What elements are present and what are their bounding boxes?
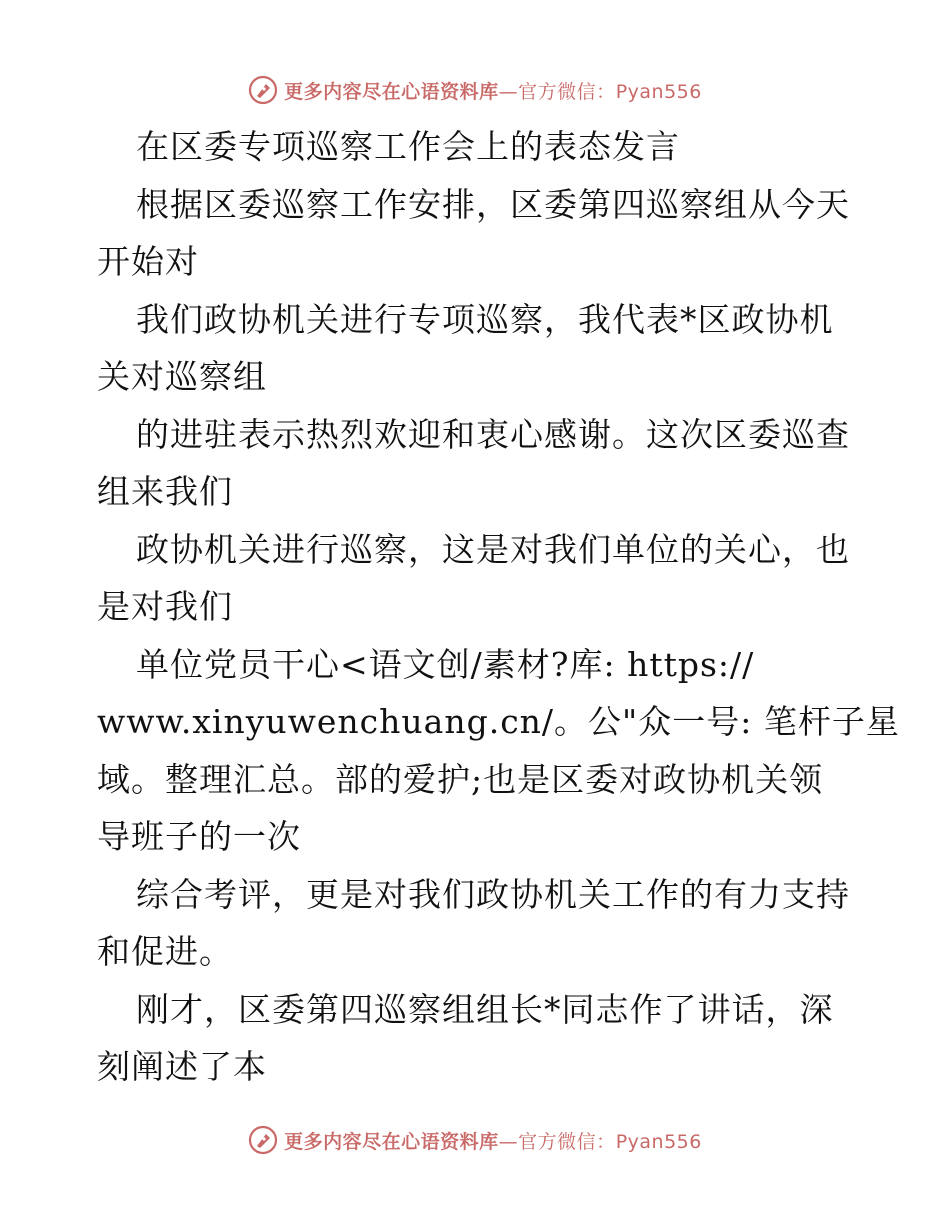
header-banner xyxy=(0,70,950,110)
paragraph-line: 我们政协机关进行专项巡察，我代表*区政协机 xyxy=(136,299,834,339)
paragraph-line: 综合考评，更是对我们政协机关工作的有力支持 xyxy=(136,874,850,914)
header-wechat-id: Pyan556 xyxy=(615,80,702,103)
pen-nib-logo-icon xyxy=(248,1125,278,1155)
pen-nib-logo-icon xyxy=(248,75,278,105)
paragraph-line: 和促进。 xyxy=(97,932,233,971)
paragraph-line: 组来我们 xyxy=(97,472,233,511)
footer-wechat-id: Pyan556 xyxy=(615,1130,702,1153)
paragraph-line: 根据区委巡察工作安排，区委第四巡察组从今天 xyxy=(136,184,850,224)
footer-separator: — xyxy=(498,1130,519,1153)
header-banner-text xyxy=(284,77,702,104)
document-title: 在区委专项巡察工作会上的表态发言 xyxy=(136,127,680,166)
paragraph-line: 域。整理汇总。部的爱护;也是区委对政协机关领 xyxy=(97,759,824,799)
header-slogan: 更多内容尽在心语资料库 xyxy=(284,80,499,103)
header-separator: — xyxy=(498,80,519,103)
paragraph-line: 关对巡察组 xyxy=(97,357,267,396)
paragraph-line: 刚才，区委第四巡察组组长*同志作了讲话，深 xyxy=(136,989,834,1029)
paragraph-line: 是对我们 xyxy=(97,587,233,626)
paragraph-line: 政协机关进行巡察，这是对我们单位的关心，也 xyxy=(136,529,850,569)
paragraph-line: 刻阐述了本 xyxy=(97,1047,267,1086)
paragraph-line: 导班子的一次 xyxy=(97,817,301,856)
footer-wechat-label: 官方微信： xyxy=(518,1130,616,1153)
footer-banner-text xyxy=(284,1127,702,1154)
footer-slogan: 更多内容尽在心语资料库 xyxy=(284,1130,499,1153)
header-wechat-label: 官方微信： xyxy=(518,80,616,103)
paragraph-line: www.xinyuwenchuang.cn/。公"众一号: 笔杆子星 xyxy=(97,702,900,741)
paragraph-line: 的进驻表示热烈欢迎和衷心感谢。这次区委巡查 xyxy=(136,414,850,454)
footer-banner xyxy=(0,1120,950,1160)
paragraph-line: 单位党员干心<语文创/素材?库: https:// xyxy=(136,644,755,684)
document-body xyxy=(97,118,900,1096)
paragraph-line: 开始对 xyxy=(97,242,199,281)
